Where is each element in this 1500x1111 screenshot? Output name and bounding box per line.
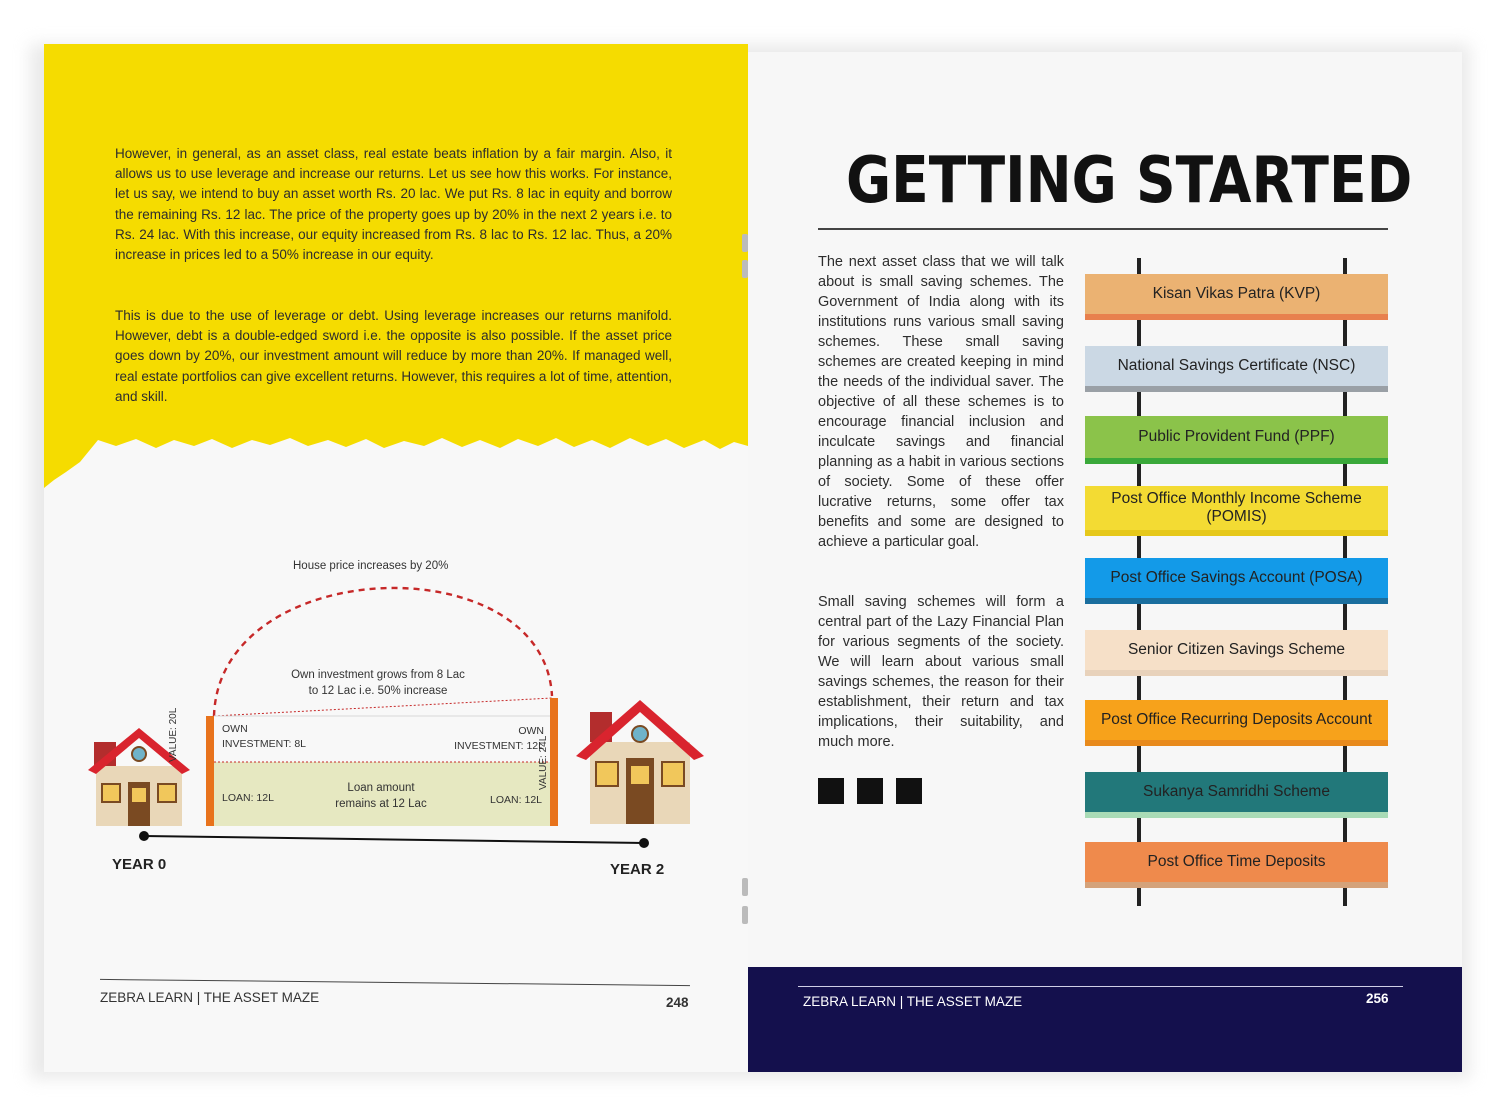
scheme-item bbox=[1085, 772, 1388, 818]
scheme-item bbox=[1085, 346, 1388, 392]
value-left-label: VALUE: 20L bbox=[168, 707, 179, 762]
scheme-item bbox=[1085, 842, 1388, 888]
scheme-label: Senior Citizen Savings Scheme bbox=[1127, 641, 1346, 658]
house-right-icon bbox=[576, 700, 704, 824]
left-paragraph-1: However, in general, as an asset class, real estate beats inflation by a fair margin. Also, it allows us to use leverage and increase our returns. Let us see how this works. For instance, let us say, we intend to buy an asset worth Rs. 20 lac. We put Rs. 8 lac in equity and borrow the remaining Rs. 12 lac. The price of the property goes up by 20% in the next 2 years i.e. to Rs. 24 lac. With this increase, our equity increased from Rs. 8 lac to Rs. 12 lac. Thus, a 20% increase in prices led to a 50% increase in our equity. bbox=[115, 146, 672, 263]
right-page-number: 256 bbox=[1366, 991, 1389, 1006]
left-page bbox=[44, 44, 748, 1072]
arc-label: House price increases by 20% bbox=[293, 560, 449, 572]
decor-square bbox=[896, 778, 922, 804]
left-paragraph-2: This is due to the use of leverage or debt. Using leverage increases our returns manifold. However, debt is a double-edged sword i.e. the opposite is also possible. If the asset price goes down by 20%, our investment amount will reduce by more than 20%. If managed well, real estate portfolios can give excellent returns. However, this requires a lot of time, attention, and skill. bbox=[115, 308, 672, 404]
right-page bbox=[748, 52, 1462, 1072]
left-footer-text: ZEBRA LEARN | THE ASSET MAZE bbox=[100, 990, 320, 1005]
decor-square bbox=[818, 778, 844, 804]
left-footer-rule bbox=[100, 979, 690, 986]
scheme-label: Post Office Recurring Deposits Account bbox=[1100, 711, 1373, 728]
page-title: GETTING STARTED bbox=[846, 144, 1413, 218]
scheme-label: National Savings Certificate (NSC) bbox=[1117, 357, 1356, 374]
scheme-item bbox=[1085, 558, 1388, 604]
scheme-item bbox=[1085, 630, 1388, 676]
left-page-number: 248 bbox=[666, 995, 689, 1010]
title-rule bbox=[818, 228, 1388, 230]
value-right-label: VALUE: 24L bbox=[538, 735, 549, 790]
scheme-item bbox=[1085, 486, 1388, 536]
scheme-label: Post Office Time Deposits bbox=[1147, 853, 1326, 870]
right-footer-rule bbox=[798, 986, 1403, 987]
year-0-label: YEAR 0 bbox=[112, 856, 167, 873]
value-bar-left bbox=[206, 716, 214, 826]
loan-left: LOAN: 12L bbox=[222, 792, 274, 804]
loan-center-label: Loan amount remains at 12 Lac bbox=[335, 782, 427, 810]
right-paragraph-1: The next asset class that we will talk about is small saving schemes. The Government of India along with its institutions runs various small saving schemes. These small saving schemes are created keeping in mind the needs of the individual saver. The objective of all these schemes is to encourage financial inclusion and inculcate savings and financial planning as a habit in various sections of society. Some of these offer lucrative returns, some offer tax benefits and some are designed to achieve a particular goal. bbox=[818, 254, 1064, 550]
own-investment-right: OWN INVESTMENT: 12L bbox=[454, 725, 544, 752]
year-2-label: YEAR 2 bbox=[610, 861, 665, 878]
scheme-label: Post Office Savings Account (POSA) bbox=[1110, 569, 1363, 586]
scheme-item bbox=[1085, 416, 1388, 464]
scheme-label: Kisan Vikas Patra (KVP) bbox=[1152, 285, 1321, 302]
scheme-label: Post Office Monthly Income Scheme (POMIS) bbox=[1111, 490, 1362, 525]
right-footer-text: ZEBRA LEARN | THE ASSET MAZE bbox=[803, 994, 1023, 1009]
scheme-label: Sukanya Samridhi Scheme bbox=[1143, 783, 1330, 800]
loan-right: LOAN: 12L bbox=[490, 794, 542, 806]
scheme-item bbox=[1085, 274, 1388, 320]
own-investment-left: OWN INVESTMENT: 8L bbox=[222, 723, 307, 750]
scheme-label: Public Provident Fund (PPF) bbox=[1138, 428, 1335, 445]
decor-square bbox=[857, 778, 883, 804]
scheme-item bbox=[1085, 700, 1388, 746]
navy-footer-band bbox=[748, 967, 1462, 1072]
right-paragraph-2: Small saving schemes will form a central part of the Lazy Financial Plan for various segments of the society. We will learn about various small savings schemes, the reason for their establishment, their return and tax implications, their suitability, and much more. bbox=[818, 594, 1064, 750]
growth-label: Own investment grows from 8 Lac to 12 Lac i.e. 50% increase bbox=[291, 669, 465, 697]
